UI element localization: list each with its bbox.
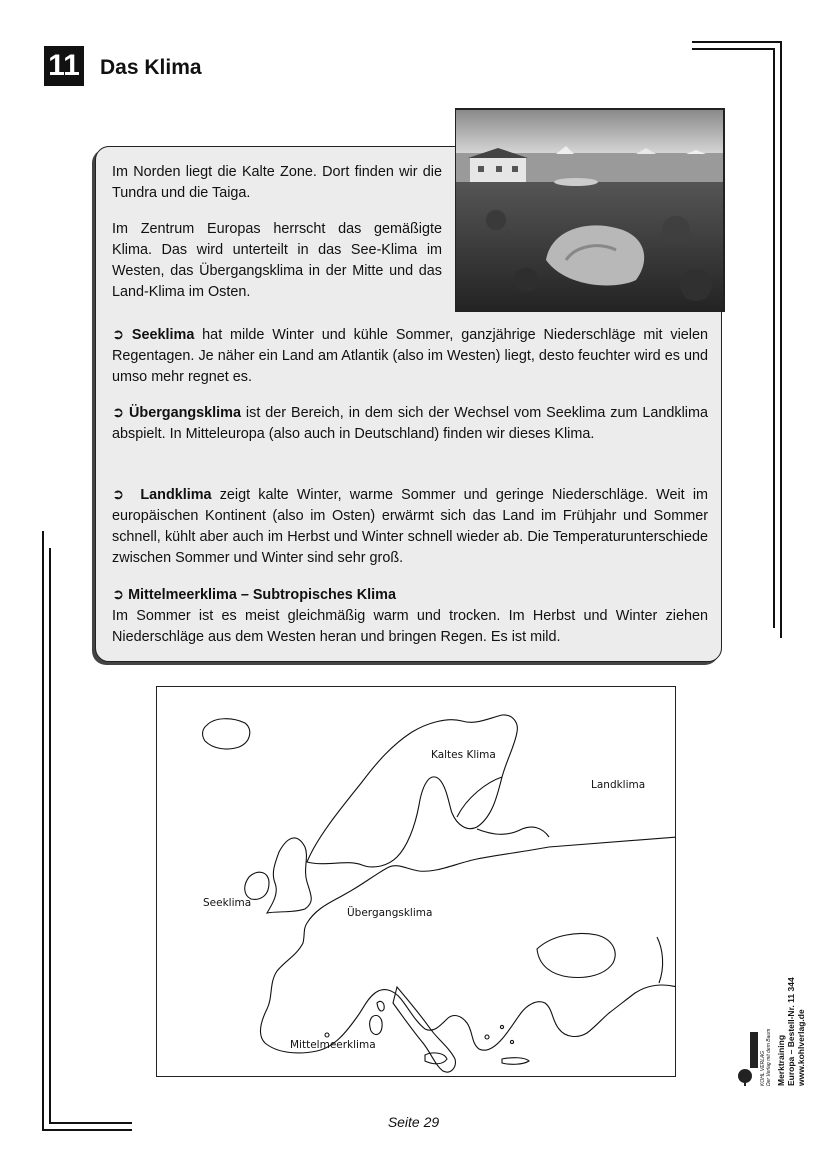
climate-paragraph-mittelmeerklima: [112, 585, 708, 648]
map-sardinia: [370, 1015, 383, 1034]
map-label-uebergangsklima: Übergangsklima: [347, 907, 433, 919]
publisher-url: www.kohlverlag.de: [796, 1009, 806, 1086]
arrow-icon: ➲: [112, 487, 125, 503]
map-black-sea: [537, 934, 615, 978]
map-label-landklima: Landklima: [591, 779, 646, 791]
chapter-number: 11: [44, 46, 84, 86]
climate-term: Mittelmeerklima – Subtropisches Klima: [128, 587, 396, 603]
frame-line-left-inner: [49, 548, 51, 1124]
climate-paragraph-uebergangsklima: [112, 403, 708, 445]
frame-line-right-inner: [773, 48, 775, 628]
page-title: Das Klima: [100, 56, 202, 79]
climate-text: Im Sommer ist es meist gleichmäßig warm und trocken. Im Herbst und Winter ziehen Niederschläge aus dem Westen heran und bringen Regen. Es ist mild.: [112, 608, 708, 645]
arrow-icon: ➲: [112, 327, 125, 343]
frame-line-top-right-outer: [692, 41, 782, 43]
climate-term: Übergangsklima: [129, 405, 241, 421]
map-label-seeklima: Seeklima: [203, 897, 252, 909]
kohl-verlag-logo: [736, 1022, 760, 1086]
climate-text: hat milde Winter und kühle Sommer, ganzjährige Niederschläge mit vielen Regentagen. Je näher ein Land am Atlantik (also im Westen) liegt, desto feuchter wird es und umso mehr regnet es.: [112, 327, 709, 385]
page-number: Seite 29: [387, 1114, 440, 1130]
climate-text: ist der Bereich, in dem sich der Wechsel vom Seeklima zum Landklima abspielt. In Mitteleuropa (also auch in Deutschland) finden wir dieses Klima.: [112, 405, 708, 442]
intro-paragraph-2: Im Zentrum Europas herrscht das gemäßigte Klima. Das wird unterteilt in das See-Klima im Westen, das Übergangsklima in der Mitte und das Land-Klima im Osten.: [112, 221, 442, 300]
map-caspian: [657, 937, 663, 983]
series-title: Merktraining: [776, 1034, 786, 1086]
map-crete: [502, 1058, 529, 1065]
logo-wordmark: [760, 1029, 772, 1086]
climate-term: Landklima: [140, 487, 212, 503]
map-ireland: [245, 872, 269, 899]
map-great-britain: [267, 838, 311, 913]
publisher-info: [776, 977, 806, 1086]
climate-paragraph-seeklima: [112, 325, 708, 388]
frame-line-top-right-inner: [692, 48, 775, 50]
map-italy: [393, 987, 455, 1072]
map-iceland: [203, 719, 250, 749]
order-number: Europa – Bestell-Nr. 11 344: [786, 977, 796, 1086]
map-mainland: [261, 837, 676, 1053]
climate-text: zeigt kalte Winter, warme Sommer und geringe Niederschläge. Weit im europäischen Kontinent (also im Osten) erwärmt sich das Land im Frühjahr und Sommer schnell, kühlt aber auch im Herbst und Winter schnell wieder ab. Die Temperaturunterschiede zwischen Sommer und Winter sind sehr groß.: [112, 487, 709, 566]
logo-name: KOHL VERLAG: [760, 1050, 766, 1086]
frame-line-right-outer: [780, 41, 782, 638]
frame-line-left-outer: [42, 531, 44, 1131]
intro-paragraph-1: Im Norden liegt die Kalte Zone. Dort finden wir die Tundra und die Taiga.: [112, 164, 442, 201]
arctic-photo: [455, 108, 725, 312]
climate-paragraph-landklima: [112, 485, 708, 569]
map-corsica: [377, 1001, 384, 1011]
europe-map: [156, 686, 676, 1077]
arrow-icon: ➲: [112, 405, 125, 421]
map-label-mittelmeerklima: Mittelmeerklima: [290, 1039, 376, 1051]
map-scandinavia: [307, 715, 517, 867]
arrow-icon: ➲: [112, 587, 125, 603]
map-finland: [457, 777, 549, 837]
map-label-kaltes-klima: Kaltes Klima: [431, 749, 496, 761]
climate-term: Seeklima: [131, 327, 195, 343]
logo-slogan: Der Verlag mit dem Baum: [766, 1028, 772, 1086]
